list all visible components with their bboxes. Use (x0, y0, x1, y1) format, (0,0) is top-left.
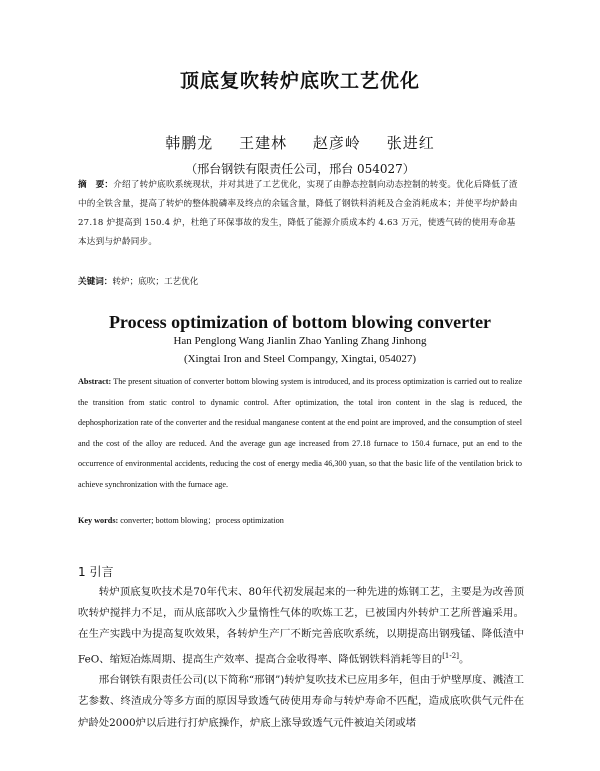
english-keywords-label: Key words: (78, 516, 119, 525)
chinese-keywords-text: 转炉；底吹；工艺优化 (112, 277, 199, 287)
english-abstract (78, 372, 522, 495)
paragraph-1 (78, 582, 524, 670)
chinese-affiliation: （邢台钢铁有限责任公司，邢台 054027） (185, 162, 415, 176)
english-authors: Han Penglong Wang Jianlin Zhao Yanling Zhang Jinhong (173, 335, 427, 347)
citation-ref: [1-2] (442, 651, 459, 660)
english-keywords (78, 515, 522, 526)
author-1: 韩鹏龙 (165, 134, 214, 152)
body-text (78, 582, 524, 734)
chinese-abstract-text: 介绍了转炉底吹系统现状，并对其进了工艺优化，实现了由静态控制向动态控制的转变。优化后降低了渣中的全铁含量，提高了转炉的整体脱磷率及终点的余锰含量，降低了钢铁料消耗及合金消耗成本；并使平均炉龄由 27.18 炉提高到 150.4 炉，杜绝了环保事故的发生，降低了能源介质成本约 4.63 万元，使透气砖的使用寿命基本达到与炉龄同步。 (78, 180, 518, 247)
chinese-keywords (78, 275, 518, 287)
author-3: 赵彦岭 (312, 134, 361, 152)
paragraph-1-end: 。 (458, 653, 470, 666)
paragraph-1-text: 转炉顶底复吹技术是70年代末、80年代初发展起来的一种先进的炼钢工艺，主要是为改善顶吹转炉搅拌力不足，而从底部吹入少量惰性气体的吹炼工艺，已被国内外转炉工艺所普遍采用。在生产实践中为提高复吹效果，各转炉生产厂不断完善底吹系统，以期提高出钢残锰、降低渣中FeO、缩短冶炼周期、提高生产效率、提高合金收得率、降低钢铁料消耗等目的 (78, 586, 524, 666)
chinese-title: 顶底复吹转炉底吹工艺优化 (179, 70, 420, 92)
english-title: Process optimization of bottom blowing converter (108, 312, 492, 332)
english-affiliation: (Xingtai Iron and Steel Compangy, Xingtai, 054027) (183, 353, 417, 365)
chinese-keywords-label: 关键词： (78, 277, 113, 287)
paragraph-2: 邢台钢铁有限责任公司(以下简称“邢钢”)转炉复吹技术已应用多年，但由于炉壁厚度、溅渣工艺参数、终渣成分等多方面的原因导致透气砖使用寿命与转炉寿命不匹配，造成底吹供气元件在炉龄处2000炉以后进行打炉底操作，炉底上涨导致透气元件被迫关闭或堵 (78, 674, 524, 729)
english-keywords-text: converter; bottom blowing；process optimization (118, 516, 284, 525)
chinese-abstract (78, 176, 518, 252)
author-4: 张进红 (386, 134, 435, 152)
section-heading: 1 引言 (78, 565, 114, 579)
author-2: 王建林 (239, 134, 288, 152)
english-abstract-label: Abstract: (78, 377, 112, 386)
chinese-abstract-label: 摘 要： (78, 180, 114, 190)
chinese-authors (0, 132, 600, 153)
english-abstract-text: The present situation of converter bottom blowing system is introduced, and its process optimization is carried out to realize the transition from static control to dynamic control. After optimization, the total iron content in the slag is reduced, the dephosphorization rate of the converter and the residual manganese content at the end point are improved, and the consumption of steel and the cost of the alloy are reduced. And the average gun age increased from 27.18 furnace to 150.4 furnace, put an end to the occurrence of environmental accidents, reducing the cost of energy media 46,300 yuan, so that the basic life of the ventilation brick to achieve synchronization with the furnace age. (78, 377, 522, 489)
